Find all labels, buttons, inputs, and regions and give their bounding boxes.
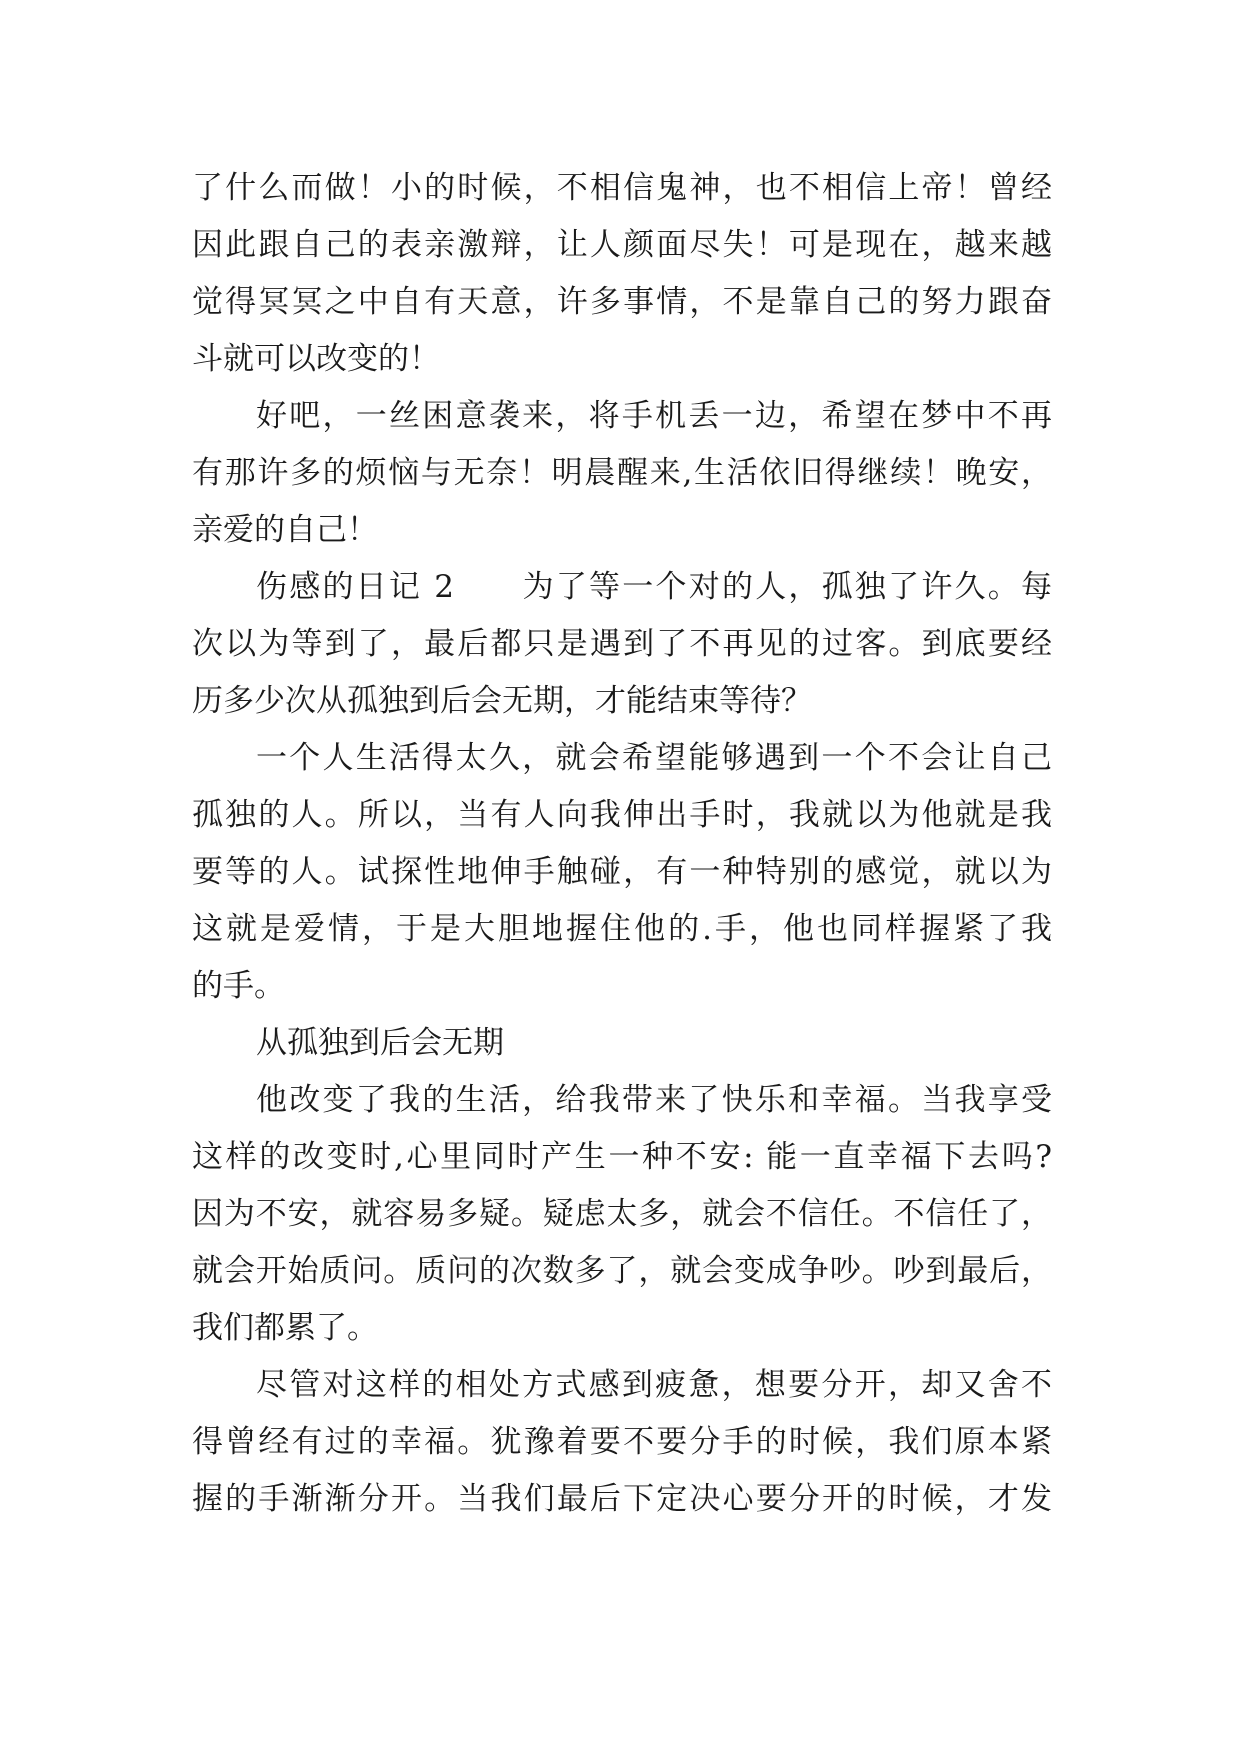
text-line: 握的手渐渐分开。当我们最后下定决心要分开的时候，才发 — [192, 1481, 1052, 1517]
text-line: 因此跟自己的表亲激辩，让人颜面尽失！可是现在，越来越 — [192, 227, 1052, 263]
paragraph-first-line: 他改变了我的生活，给我带来了快乐和幸福。当我享受 — [256, 1082, 1052, 1118]
paragraph-first-line: 一个人生活得太久，就会希望能够遇到一个不会让自己 — [256, 740, 1052, 776]
paragraph-first-line: 好吧，一丝困意袭来，将手机丢一边，希望在梦中不再 — [256, 398, 1052, 434]
text-line: 因为不安，就容易多疑。疑虑太多，就会不信任。不信任了， — [192, 1196, 1052, 1232]
text-line: 有那许多的烦恼与无奈！明晨醒来,生活依旧得继续！晚安， — [192, 455, 1052, 491]
text-line: 我们都累了。 — [192, 1310, 378, 1346]
text-line: 就会开始质问。质问的次数多了，就会变成争吵。吵到最后， — [192, 1253, 1052, 1289]
text-line: 亲爱的自己！ — [192, 512, 378, 548]
section-heading: 从孤独到后会无期 — [256, 1025, 504, 1061]
text-line: 次以为等到了，最后都只是遇到了不再见的过客。到底要经 — [192, 626, 1052, 662]
text-line: 的手。 — [192, 968, 285, 1004]
text-line: 孤独的人。所以，当有人向我伸出手时，我就以为他就是我 — [192, 797, 1052, 833]
text-line: 斗就可以改变的！ — [192, 341, 440, 377]
text-line: 这样的改变时,心里同时产生一种不安: 能一直幸福下去吗? — [192, 1139, 1052, 1175]
text-line: 了什么而做！小的时候，不相信鬼神，也不相信上帝！曾经 — [192, 170, 1052, 206]
paragraph-first-line: 伤感的日记 2 为了等一个对的人，孤独了许久。每 — [256, 569, 1052, 605]
text-line: 历多少次从孤独到后会无期，才能结束等待？ — [192, 683, 812, 719]
text-line: 这就是爱情，于是大胆地握住他的.手，他也同样握紧了我 — [192, 911, 1052, 947]
text-line: 要等的人。试探性地伸手触碰，有一种特别的感觉，就以为 — [192, 854, 1052, 890]
paragraph-first-line: 尽管对这样的相处方式感到疲惫，想要分开，却又舍不 — [256, 1367, 1052, 1403]
text-line: 觉得冥冥之中自有天意，许多事情，不是靠自己的努力跟奋 — [192, 284, 1052, 320]
text-line: 得曾经有过的幸福。犹豫着要不要分手的时候，我们原本紧 — [192, 1424, 1052, 1460]
document-body — [192, 160, 1052, 1528]
